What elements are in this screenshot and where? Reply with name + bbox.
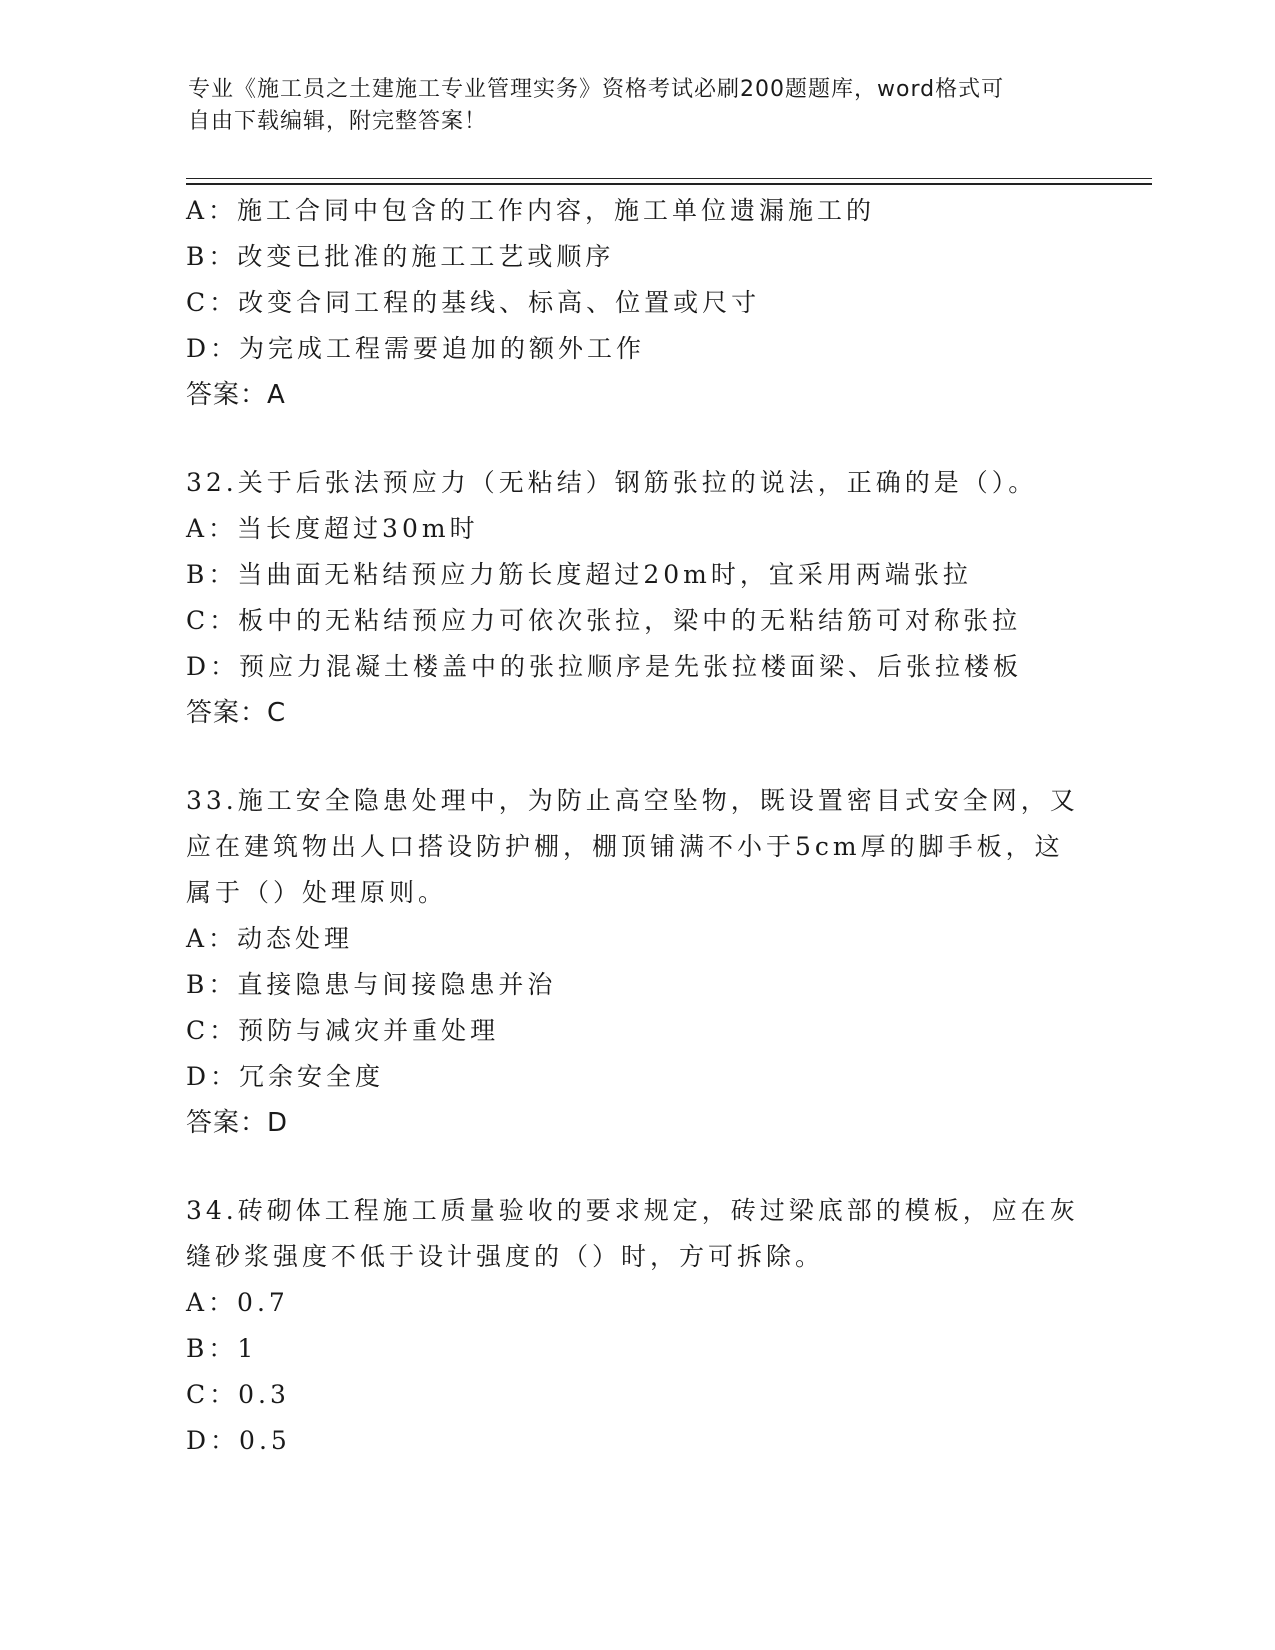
question-text-line: 32.关于后张法预应力（无粘结）钢筋张拉的说法，正确的是（）。: [186, 468, 1038, 497]
question-text-line: 属于（）处理原则。: [186, 878, 448, 907]
option-d: D：冗余安全度: [186, 1062, 385, 1091]
answer-line: 答案：C: [186, 698, 287, 728]
option-d: D：0.5: [186, 1426, 291, 1455]
option-b: B：直接隐患与间接隐患并治: [186, 970, 557, 999]
question-33: [186, 778, 1086, 1146]
option-d: D：预应力混凝土楼盖中的张拉顺序是先张拉楼面梁、后张拉楼板: [186, 652, 1023, 681]
option-c: C：板中的无粘结预应力可依次张拉，梁中的无粘结筋可对称张拉: [186, 606, 1022, 635]
option-c: C：0.3: [186, 1380, 290, 1409]
question-31: [186, 188, 1086, 418]
option-c: C：预防与减灾并重处理: [186, 1016, 500, 1045]
question-text-line: 34.砖砌体工程施工质量验收的要求规定，砖过梁底部的模板，应在灰: [186, 1196, 1079, 1225]
option-b: B：1: [186, 1334, 258, 1363]
header-divider-thin: [186, 178, 1152, 179]
question-32: [186, 460, 1086, 736]
question-text-line: 缝砂浆强度不低于设计强度的（）时，方可拆除。: [186, 1242, 825, 1271]
header-divider-thick: [186, 183, 1152, 185]
document-header: [188, 74, 1068, 138]
question-text-line: 应在建筑物出人口搭设防护棚，棚顶铺满不小于5cm厚的脚手板，这: [186, 832, 1064, 861]
question-34: [186, 1188, 1086, 1464]
question-content: [186, 188, 1086, 1464]
answer-line: 答案：A: [186, 380, 286, 410]
question-text: [186, 1188, 1086, 1280]
header-title-line-2: 自由下载编辑，附完整答案！: [188, 109, 488, 134]
question-text: [186, 460, 1086, 506]
question-text-line: 33.施工安全隐患处理中，为防止高空坠物，既设置密目式安全网，又: [186, 786, 1079, 815]
option-b: B：改变已批准的施工工艺或顺序: [186, 242, 615, 271]
question-text: [186, 778, 1086, 916]
answer-line: 答案：D: [186, 1108, 289, 1138]
option-a: A：动态处理: [186, 924, 354, 953]
option-d: D：为完成工程需要追加的额外工作: [186, 334, 646, 363]
option-a: A：施工合同中包含的工作内容，施工单位遗漏施工的: [186, 196, 876, 225]
option-a: A：当长度超过30m时: [186, 514, 479, 543]
option-a: A：0.7: [186, 1288, 289, 1317]
option-c: C：改变合同工程的基线、标高、位置或尺寸: [186, 288, 761, 317]
header-title-line-1: 专业《施工员之土建施工专业管理实务》资格考试必刷200题题库，word格式可: [188, 77, 1005, 102]
option-b: B：当曲面无粘结预应力筋长度超过20m时，宜采用两端张拉: [186, 560, 972, 589]
